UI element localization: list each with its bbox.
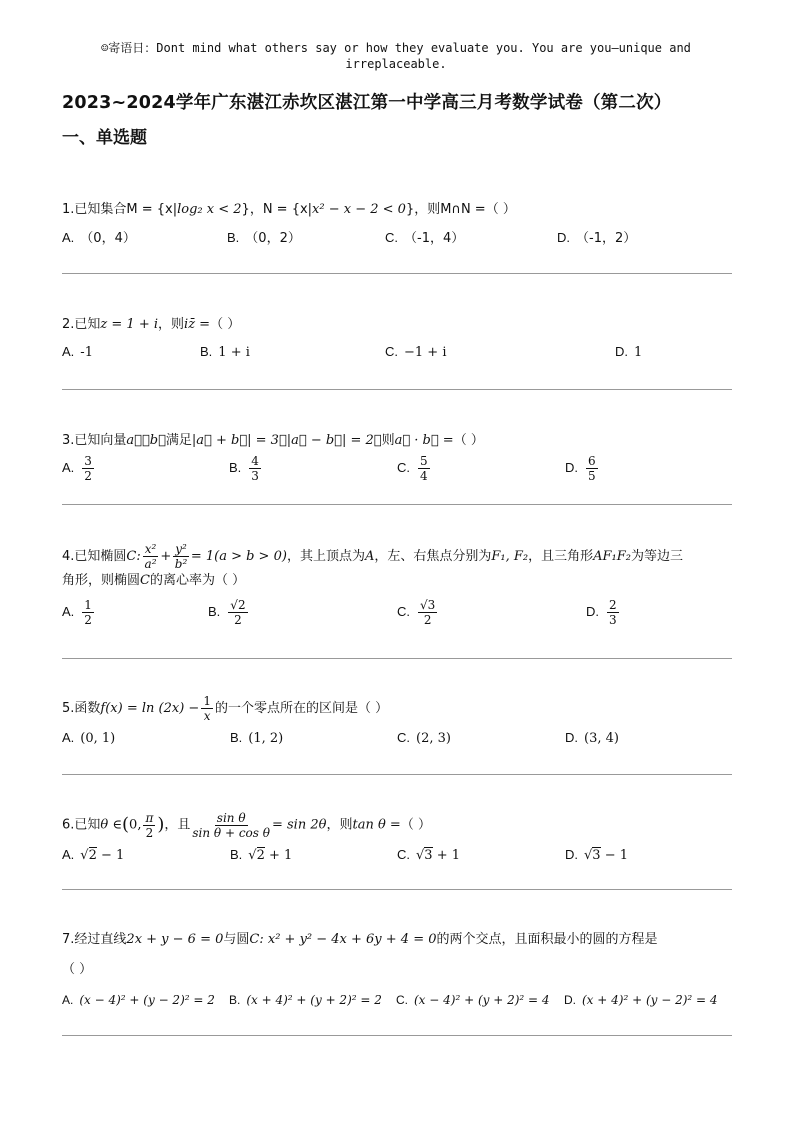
option-text: −1 + i	[404, 345, 447, 360]
math-expr: log₂ x < 2	[177, 202, 242, 217]
option-text: 1 + i	[218, 345, 250, 360]
option-a[interactable]	[62, 993, 215, 1007]
option-text: + 1	[432, 847, 461, 863]
stem-text: }，则M∩N =（ ）	[405, 202, 516, 217]
option-label: B.	[230, 730, 243, 745]
math-expr: = sin 2θ	[271, 817, 327, 833]
option-a[interactable]	[62, 227, 136, 246]
question-5	[62, 692, 732, 758]
math-expr: AF₁F₂	[593, 549, 631, 564]
option-label: C.	[385, 230, 398, 245]
math-expr: C:	[126, 549, 141, 564]
math-expr: tan θ =	[352, 817, 401, 833]
math-expr: a⃗，	[126, 433, 150, 448]
math-expr: a⃗ · b⃗ =	[394, 433, 454, 448]
question-number: 6.	[62, 817, 75, 833]
option-b[interactable]	[227, 227, 301, 246]
fraction: $\frac{\pi}{2}$	[145, 810, 154, 840]
option-c[interactable]	[397, 598, 439, 627]
option-d[interactable]	[586, 598, 621, 627]
stem-text: 已知向量	[74, 433, 127, 448]
math-expr: 0,	[129, 817, 142, 833]
divider	[62, 1035, 732, 1036]
fraction: $\frac{√2}{2}$	[230, 598, 246, 627]
option-label: D.	[565, 460, 578, 475]
question-number: 7.	[62, 932, 75, 947]
question-number: 2.	[62, 317, 75, 332]
option-d[interactable]	[564, 993, 718, 1007]
math-expr: f(x) = ln (2x) −	[100, 701, 200, 716]
option-text: (x − 4)² + (y − 2)² = 2	[79, 993, 215, 1007]
option-d[interactable]	[565, 847, 628, 863]
fraction: $\frac{\text{sin θ}}{\text{sin θ + cos θ}}$	[192, 810, 270, 840]
stem-text: 已知	[74, 317, 101, 332]
option-d[interactable]	[565, 730, 619, 746]
option-label: B.	[227, 230, 240, 245]
option-label: A.	[62, 846, 75, 862]
question-stem	[62, 540, 732, 574]
option-text: （0，2）	[245, 231, 301, 246]
divider	[62, 889, 732, 890]
option-label: B.	[200, 344, 213, 359]
math-expr: C: x² + y² − 4x + 6y + 4 = 0	[249, 932, 437, 947]
stem-text: }，N = {x|	[241, 202, 313, 217]
option-a[interactable]	[62, 847, 124, 863]
fraction: $\frac{√3}{2}$	[420, 598, 436, 627]
math-expr: x² − x − 2 < 0	[312, 202, 406, 217]
option-text: （-1，2）	[576, 231, 637, 246]
divider	[62, 389, 732, 390]
section-heading: 一、单选题	[62, 128, 147, 148]
sqrt-expr: √2	[248, 847, 265, 863]
stem-text: ，且三角形	[528, 549, 594, 564]
option-a[interactable]	[62, 598, 96, 627]
option-label: D.	[557, 230, 570, 245]
stem-text: 的离心率为（ ）	[149, 573, 246, 588]
option-text: (x + 4)² + (y + 2)² = 2	[246, 993, 382, 1007]
stem-text: 的一个零点所在的区间是（ ）	[214, 701, 389, 716]
question-number: 5.	[62, 701, 75, 716]
option-label: A.	[62, 344, 75, 359]
question-number: 3.	[62, 433, 75, 448]
option-text: （0，4）	[80, 231, 136, 246]
divider	[62, 658, 732, 659]
fraction: $\frac{3}{2}$	[84, 454, 92, 483]
math-expr: z = 1 + i	[100, 317, 159, 332]
math-expr: +	[160, 549, 172, 564]
option-label: A.	[62, 230, 75, 245]
option-label: C.	[397, 730, 410, 745]
math-expr: C	[140, 573, 150, 588]
stem-text: （ ）	[210, 317, 241, 332]
fraction: $\frac{\text{x²}}{\text{a²}}$	[144, 542, 157, 571]
question-stem	[62, 314, 732, 336]
option-label: B.	[208, 604, 221, 619]
option-c[interactable]	[385, 344, 446, 360]
stem-text: 角形，则椭圆	[62, 573, 141, 588]
option-b[interactable]	[230, 847, 292, 863]
option-label: D.	[565, 730, 578, 745]
divider	[62, 774, 732, 775]
stem-text: 为等边三	[630, 549, 683, 564]
option-label: A.	[62, 604, 75, 619]
option-label: B.	[229, 460, 242, 475]
stem-text: 的两个交点，且面积最小的圆的方程是	[436, 932, 658, 947]
option-text: -1	[80, 345, 93, 360]
math-expr: |a⃗ − b⃗| = 2，	[286, 433, 382, 448]
sqrt-expr: √3	[584, 847, 601, 863]
option-d[interactable]	[615, 344, 642, 360]
math-expr: = 1(a > b > 0)	[190, 549, 287, 564]
motto-text: ☺寄语日：Dont mind what others say or how they evaluate you. You are you—unique and irreplaceable.	[101, 41, 691, 71]
exam-title: 2023~2024学年广东湛江赤坎区湛江第一中学高三月考数学试卷（第二次）	[62, 93, 672, 113]
question-number: 1.	[62, 202, 75, 217]
stem-text: 已知	[74, 817, 101, 833]
math-expr: θ ∈	[100, 817, 123, 833]
fraction: $\frac{5}{4}$	[420, 454, 428, 483]
math-expr: F₁, F₂	[491, 549, 529, 564]
fraction: $\frac{1}{2}$	[84, 598, 92, 627]
option-b[interactable]	[229, 993, 382, 1007]
option-d[interactable]	[565, 454, 600, 483]
stem-text: ，则	[326, 817, 353, 833]
option-label: A.	[62, 730, 75, 745]
sqrt-expr: √2	[80, 847, 97, 863]
fraction: $\frac{2}{3}$	[609, 598, 617, 627]
divider	[62, 504, 732, 505]
option-c[interactable]	[397, 847, 460, 863]
option-text: (x − 4)² + (y + 2)² = 4	[414, 993, 550, 1007]
option-text: (3, 4)	[584, 731, 619, 746]
option-label: D.	[564, 993, 576, 1007]
option-c[interactable]	[397, 454, 432, 483]
math-expr: iz̄ =	[184, 317, 211, 332]
stem-text: 函数	[74, 701, 101, 716]
stem-text: 与圆	[223, 932, 250, 947]
option-a[interactable]	[62, 344, 93, 360]
stem-text: ，则	[158, 317, 185, 332]
question-stem	[62, 430, 732, 452]
stem-text: ，其上顶点为	[286, 549, 365, 564]
question-4	[62, 540, 732, 638]
option-label: C.	[385, 344, 398, 359]
stem-text: （ ）	[62, 962, 93, 977]
option-text: (1, 2)	[248, 731, 284, 746]
option-label: D.	[615, 344, 628, 359]
math-expr: 2x + y − 6 = 0	[126, 932, 224, 947]
math-expr: |a⃗ + b⃗| = 3，	[191, 433, 287, 448]
option-text: − 1	[96, 847, 125, 863]
option-label: C.	[396, 993, 408, 1007]
fraction: $\frac{6}{5}$	[588, 454, 596, 483]
option-text: 1	[634, 345, 643, 360]
stem-text: 经过直线	[74, 932, 127, 947]
question-3	[62, 430, 732, 494]
question-number: 4.	[62, 549, 75, 564]
stem-text: （ ）	[453, 433, 484, 448]
option-c[interactable]	[385, 227, 464, 246]
question-1	[62, 199, 732, 255]
option-b[interactable]	[208, 598, 250, 627]
stem-text: 则	[381, 433, 395, 448]
option-label: C.	[397, 604, 410, 619]
fraction: $\frac{\text{y²}}{\text{b²}}$	[174, 542, 188, 571]
math-expr: A	[364, 549, 375, 564]
option-b[interactable]	[230, 730, 283, 746]
option-b[interactable]	[229, 454, 263, 483]
fraction: $\frac{1}{x}$	[203, 694, 211, 723]
question-stem	[62, 199, 732, 221]
question-7	[62, 929, 732, 1021]
sqrt-expr: √3	[416, 847, 433, 863]
question-2	[62, 314, 732, 372]
question-stem	[62, 808, 732, 843]
option-b[interactable]	[200, 344, 250, 360]
option-text: (0, 1)	[80, 731, 116, 746]
stem-text: ，且	[164, 817, 191, 833]
stem-text: ，左、右焦点分别为	[374, 549, 492, 564]
option-label: A.	[62, 993, 74, 1007]
option-label: C.	[397, 460, 410, 475]
option-text: + 1	[264, 847, 293, 863]
paren-left: (	[122, 814, 130, 835]
option-d[interactable]	[557, 227, 636, 246]
option-text: （-1，4）	[404, 231, 465, 246]
math-expr: b⃗	[149, 433, 166, 448]
fraction: $\frac{4}{3}$	[251, 454, 259, 483]
stem-text: 满足	[165, 433, 192, 448]
divider	[62, 273, 732, 274]
question-stem	[62, 692, 732, 726]
option-label: B.	[229, 993, 241, 1007]
option-text: (x + 4)² + (y − 2)² = 4	[582, 993, 718, 1007]
question-stem-line2	[62, 959, 732, 981]
option-text: − 1	[600, 847, 629, 863]
option-label: C.	[397, 846, 410, 862]
option-label: A.	[62, 460, 75, 475]
question-6	[62, 808, 732, 875]
stem-text: （ ）	[400, 817, 431, 833]
option-c[interactable]	[397, 730, 451, 746]
stem-text: 已知集合M = {x|	[74, 202, 178, 217]
option-text: (2, 3)	[416, 731, 451, 746]
option-c[interactable]	[396, 993, 550, 1007]
option-label: D.	[586, 604, 599, 619]
option-label: B.	[230, 846, 243, 862]
option-label: D.	[565, 846, 578, 862]
stem-text: 已知椭圆	[74, 549, 127, 564]
option-a[interactable]	[62, 730, 115, 746]
paren-right: )	[157, 814, 165, 835]
question-stem	[62, 929, 732, 951]
option-a[interactable]	[62, 454, 96, 483]
